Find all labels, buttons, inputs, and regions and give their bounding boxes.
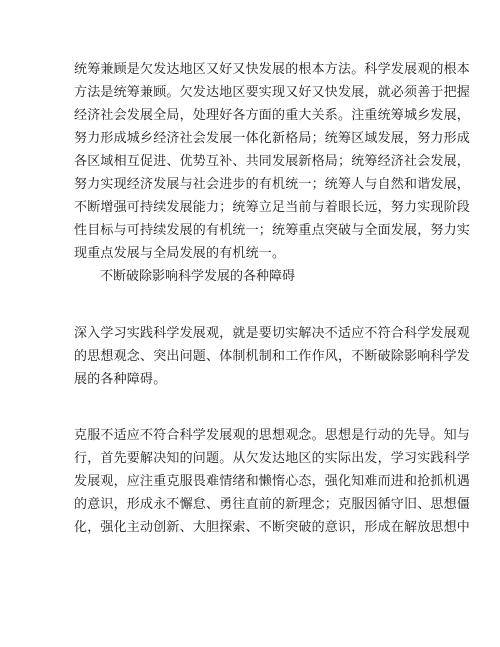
text-line: 展的各种障碍。 bbox=[74, 372, 167, 387]
text-line: 的思想观念、突出问题、体制机制和工作作风，不断破除影响科学发 bbox=[74, 349, 471, 364]
text-line: 性目标与可持续发展的有机统一；统筹重点突破与全面发展，努力实 bbox=[74, 223, 471, 238]
text-line: 各区域相互促进、优势互补、共同发展新格局；统筹经济社会发展， bbox=[74, 154, 471, 169]
text-line: 深入学习实践科学发展观，就是要切实解决不适应不符合科学发展观 bbox=[74, 326, 471, 341]
paragraph-remove-obstacles bbox=[74, 322, 471, 391]
text-line: 努力实现经济发展与社会进步的有机统一；统筹人与自然和谐发展， bbox=[74, 177, 471, 192]
text-line: 行，首先要解决知的问题。从欠发达地区的实际出发，学习实践科学 bbox=[74, 451, 471, 466]
section-heading: 不断破除影响科学发展的各种障碍 bbox=[100, 269, 296, 284]
text-line: 统筹兼顾是欠发达地区又好又快发展的根本方法。科学发展观的根本 bbox=[74, 62, 471, 77]
text-line: 经济社会发展全局，处理好各方面的重大关系。注重统筹城乡发展， bbox=[74, 108, 471, 123]
paragraph-balanced-development bbox=[74, 58, 471, 265]
paragraph-ideology bbox=[74, 424, 471, 539]
text-line: 努力形成城乡经济社会发展一体化新格局；统筹区域发展，努力形成 bbox=[74, 131, 471, 146]
text-line: 克服不适应不符合科学发展观的思想观念。思想是行动的先导。知与 bbox=[74, 428, 471, 443]
text-line: 发展观，应注重克服畏难情绪和懒惰心态，强化知难而进和抢抓机遇 bbox=[74, 474, 471, 489]
text-line: 不断增强可持续发展能力；统筹立足当前与着眼长远，努力实现阶段 bbox=[74, 200, 471, 215]
text-line: 现重点发展与全局发展的有机统一。 bbox=[74, 246, 286, 261]
document-page bbox=[74, 58, 471, 539]
text-line: 化，强化主动创新、大胆探索、不断突破的意识，形成在解放思想中 bbox=[74, 520, 471, 535]
text-line: 方法是统筹兼顾。欠发达地区要实现又好又快发展，就必须善于把握 bbox=[74, 85, 471, 100]
text-line: 的意识，形成永不懈怠、勇往直前的新理念；克服因循守旧、思想僵 bbox=[74, 497, 471, 512]
